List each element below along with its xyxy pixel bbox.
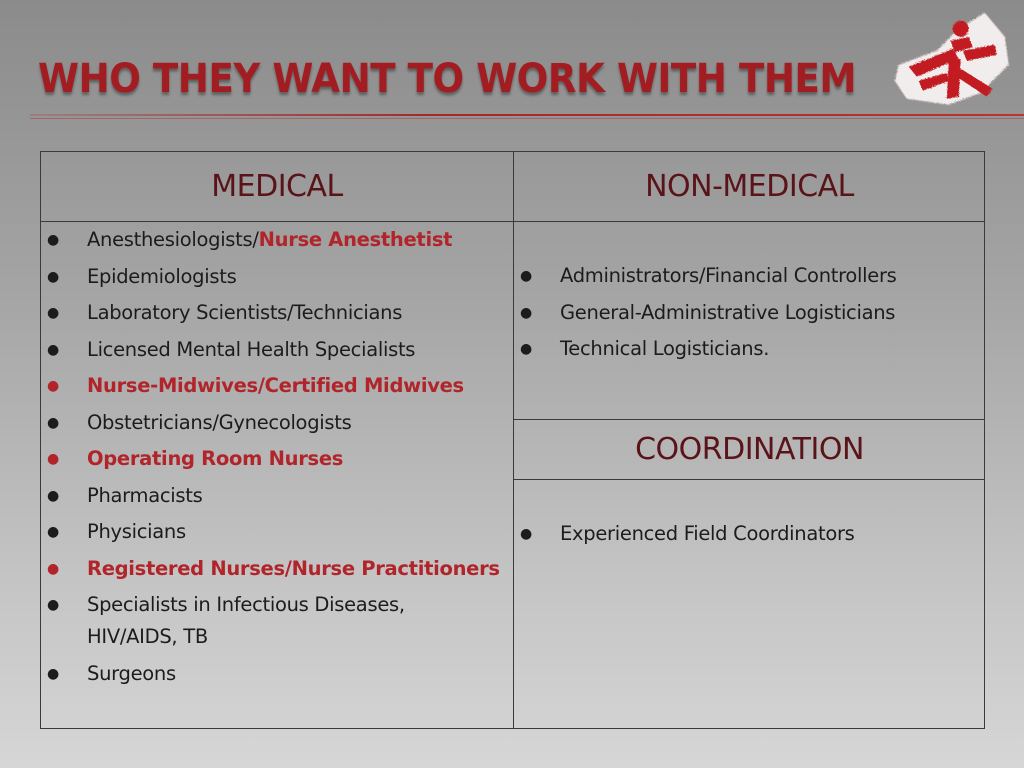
- highlighted-text: Nurse Anesthetist: [258, 228, 453, 251]
- list-item-text: Licensed Mental Health Specialists: [87, 337, 416, 361]
- list-item-text: Registered Nurses/Nurse Practitioners: [87, 556, 500, 580]
- coordination-header: COORDINATION: [635, 432, 864, 467]
- list-item-text-line2: HIV/AIDS, TB: [87, 625, 208, 648]
- medical-list-item: [47, 658, 507, 690]
- list-item-text: Obstetricians/Gynecologists: [87, 410, 352, 434]
- medical-list-item: [47, 516, 507, 548]
- medical-list: [47, 224, 507, 694]
- medical-list-item: [47, 297, 507, 329]
- bullet-icon: ●: [47, 524, 59, 540]
- list-item-text: Operating Room Nurses: [87, 447, 344, 470]
- non-medical-list-item: [520, 260, 980, 292]
- header-divider: [41, 221, 984, 222]
- list-item-text: Nurse-Midwives/Certified Midwives: [87, 374, 464, 397]
- bullet-icon: ●: [47, 597, 59, 613]
- bullet-icon: ●: [47, 560, 59, 577]
- medical-list-item: [47, 334, 507, 366]
- non-medical-list: [520, 260, 980, 370]
- medical-list-item: [47, 224, 507, 256]
- bullet-icon: ●: [47, 378, 59, 394]
- medical-list-item: [47, 370, 507, 402]
- list-item-text: Anesthesiologists/: [87, 228, 259, 251]
- title-underline: [30, 114, 1024, 116]
- list-item-text: Experienced Field Coordinators: [560, 522, 855, 545]
- roles-table: [40, 151, 985, 729]
- list-item-text: Epidemiologists: [87, 264, 237, 288]
- bullet-icon: ●: [47, 232, 59, 248]
- bullet-icon: ●: [520, 268, 532, 284]
- bullet-icon: ●: [47, 414, 59, 431]
- bullet-icon: ●: [47, 268, 59, 285]
- list-item-text: Physicians: [87, 520, 186, 543]
- bullet-icon: ●: [520, 304, 532, 321]
- list-item-text: Technical Logisticians.: [560, 337, 770, 360]
- slide-title: WHO THEY WANT TO WORK WITH THEM: [38, 56, 857, 102]
- bullet-icon: ●: [47, 665, 59, 682]
- medical-list-item: [47, 443, 507, 475]
- bullet-icon: ●: [47, 451, 59, 467]
- msf-running-man-logo-icon: [888, 6, 1014, 108]
- non-medical-header: NON-MEDICAL: [645, 169, 854, 204]
- coordination-bottom-divider: [513, 479, 985, 480]
- bullet-icon: ●: [47, 487, 59, 504]
- bullet-icon: ●: [520, 341, 532, 357]
- bullet-icon: ●: [520, 526, 532, 542]
- title-underline-secondary: [30, 118, 1024, 119]
- bullet-icon: ●: [47, 341, 59, 358]
- medical-list-item: [47, 480, 507, 512]
- list-item-text: Surgeons: [87, 661, 176, 685]
- list-item-text: General-Administrative Logisticians: [560, 300, 896, 324]
- list-item-text: Specialists in Infectious Diseases,: [87, 593, 405, 616]
- list-item-text: Administrators/Financial Controllers: [560, 264, 897, 287]
- medical-list-item: [47, 407, 507, 439]
- bullet-icon: ●: [47, 305, 59, 321]
- medical-list-item: [47, 589, 507, 653]
- coordination-list: [520, 518, 980, 555]
- coordination-list-item: [520, 518, 980, 550]
- non-medical-list-item: [520, 333, 980, 365]
- non-medical-list-item: [520, 297, 980, 329]
- medical-list-item: [47, 553, 507, 585]
- list-item-text: Laboratory Scientists/Technicians: [87, 301, 403, 324]
- list-item-text: Pharmacists: [87, 483, 203, 507]
- medical-header: MEDICAL: [211, 169, 343, 204]
- medical-list-item: [47, 261, 507, 293]
